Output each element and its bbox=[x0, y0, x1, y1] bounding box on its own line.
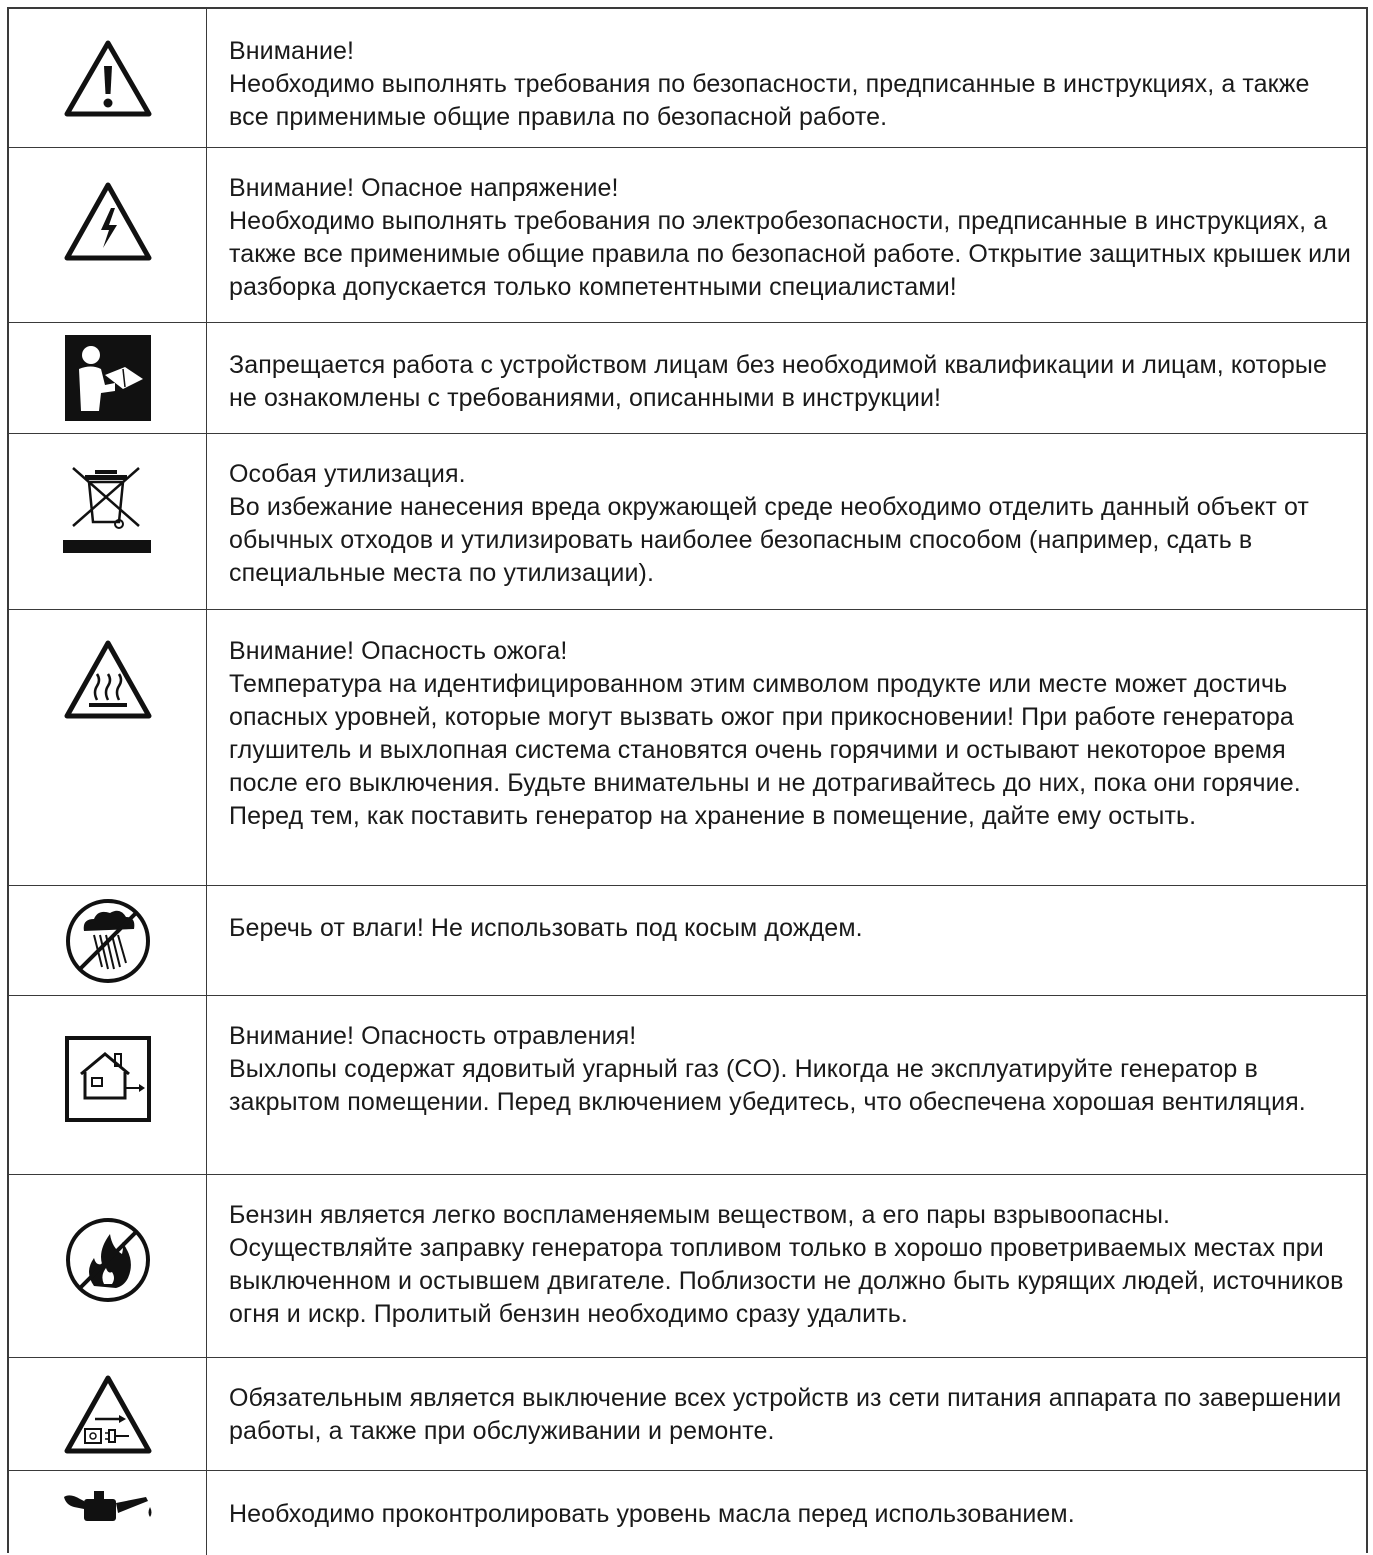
table-row bbox=[9, 434, 1366, 610]
icon-cell bbox=[9, 9, 207, 147]
table-row bbox=[9, 886, 1366, 996]
safety-symbols-table bbox=[7, 7, 1368, 1553]
weee-disposal-icon bbox=[63, 464, 153, 554]
row-text bbox=[229, 458, 1352, 590]
row-heading: Внимание! bbox=[229, 37, 355, 65]
row-body: Обязательным является выключение всех устройств из сети питания аппарата по завершении работы, а также при обслуживании и ремонте. bbox=[229, 1384, 1342, 1445]
icon-cell bbox=[9, 1471, 207, 1555]
row-body: Бензин является легко воспламеняемым веществом, а его пары взрывоопасны. Осуществляйте заправку генератора топливом только в хорошо проветриваемых местах при выключенном и остывшем двигателе. Поблизости не должно быть курящих людей, источников огня и искр. Пролитый бензин необходимо сразу удалить. bbox=[229, 1201, 1344, 1328]
icon-cell bbox=[9, 148, 207, 322]
general-warning-icon bbox=[63, 38, 153, 118]
electric-hazard-icon bbox=[63, 180, 153, 262]
row-body: Во избежание нанесения вреда окружающей среде необходимо отделить данный объект от обычных отходов и утилизировать наиболее безопасным способом (например, сдать в специальные места по утилизации). bbox=[229, 493, 1309, 587]
row-text bbox=[229, 1199, 1352, 1331]
read-manual-icon bbox=[65, 335, 151, 421]
oil-can-icon bbox=[60, 1487, 156, 1533]
row-heading: Особая утилизация. bbox=[229, 460, 466, 488]
icon-cell bbox=[9, 886, 207, 995]
row-text bbox=[229, 349, 1352, 415]
row-body: Выхлопы содержат ядовитый угарный газ (CO). Никогда не эксплуатируйте генератор в закрытом помещении. Перед включением убедитесь, что обеспечена хорошая вентиляция. bbox=[229, 1055, 1306, 1116]
row-text bbox=[229, 35, 1352, 134]
table-row bbox=[9, 148, 1366, 323]
icon-cell bbox=[9, 1358, 207, 1470]
row-heading: Внимание! Опасное напряжение! bbox=[229, 174, 619, 202]
icon-cell bbox=[9, 434, 207, 609]
table-row bbox=[9, 1175, 1366, 1358]
no-rain-icon bbox=[64, 897, 152, 985]
row-heading: Внимание! Опасность отравления! bbox=[229, 1022, 637, 1050]
row-body: Беречь от влаги! Не использовать под косым дождем. bbox=[229, 914, 863, 942]
row-text bbox=[229, 635, 1352, 833]
row-heading: Внимание! Опасность ожога! bbox=[229, 637, 568, 665]
row-body: Необходимо выполнять требования по безопасности, предписанные в инструкциях, а также все применимые общие правила по безопасной работе. bbox=[229, 70, 1310, 131]
hot-surface-icon bbox=[63, 638, 153, 720]
icon-cell bbox=[9, 1175, 207, 1357]
table-row bbox=[9, 996, 1366, 1175]
icon-cell bbox=[9, 996, 207, 1174]
table-row bbox=[9, 610, 1366, 886]
row-body: Необходимо проконтролировать уровень масла перед использованием. bbox=[229, 1500, 1075, 1528]
icon-cell bbox=[9, 610, 207, 885]
icon-cell bbox=[9, 323, 207, 433]
row-text bbox=[229, 912, 1352, 945]
no-open-flame-icon bbox=[64, 1216, 152, 1304]
unplug-power-icon bbox=[63, 1373, 153, 1455]
table-row bbox=[9, 9, 1366, 148]
row-body: Необходимо выполнять требования по электробезопасности, предписанные в инструкциях, а также все применимые общие правила по безопасной работе. Открытие защитных крышек или разборка допускается только компетентными специалистами! bbox=[229, 207, 1351, 301]
row-body: Температура на идентифицированном этим символом продукте или месте может достичь опасных уровней, которые могут вызвать ожог при прикосновении! При работе генератора глушитель и выхлопная система становятся очень горячими и остывают некоторое время после его выключения. Будьте внимательны и не дотрагивайтесь до них, пока они горячие. Перед тем, как поставить генератор на хранение в помещение, дайте ему остыть. bbox=[229, 670, 1301, 830]
row-text bbox=[229, 1020, 1352, 1119]
row-body: Запрещается работа с устройством лицам без необходимой квалификации и лицам, которые не ознакомлены с требованиями, описанными в инструкции! bbox=[229, 351, 1327, 412]
row-text bbox=[229, 172, 1352, 304]
table-row bbox=[9, 1358, 1366, 1471]
table-row bbox=[9, 1471, 1366, 1555]
table-row bbox=[9, 323, 1366, 434]
row-text bbox=[229, 1382, 1352, 1448]
row-text bbox=[229, 1498, 1352, 1531]
indoor-exhaust-icon bbox=[65, 1036, 151, 1122]
